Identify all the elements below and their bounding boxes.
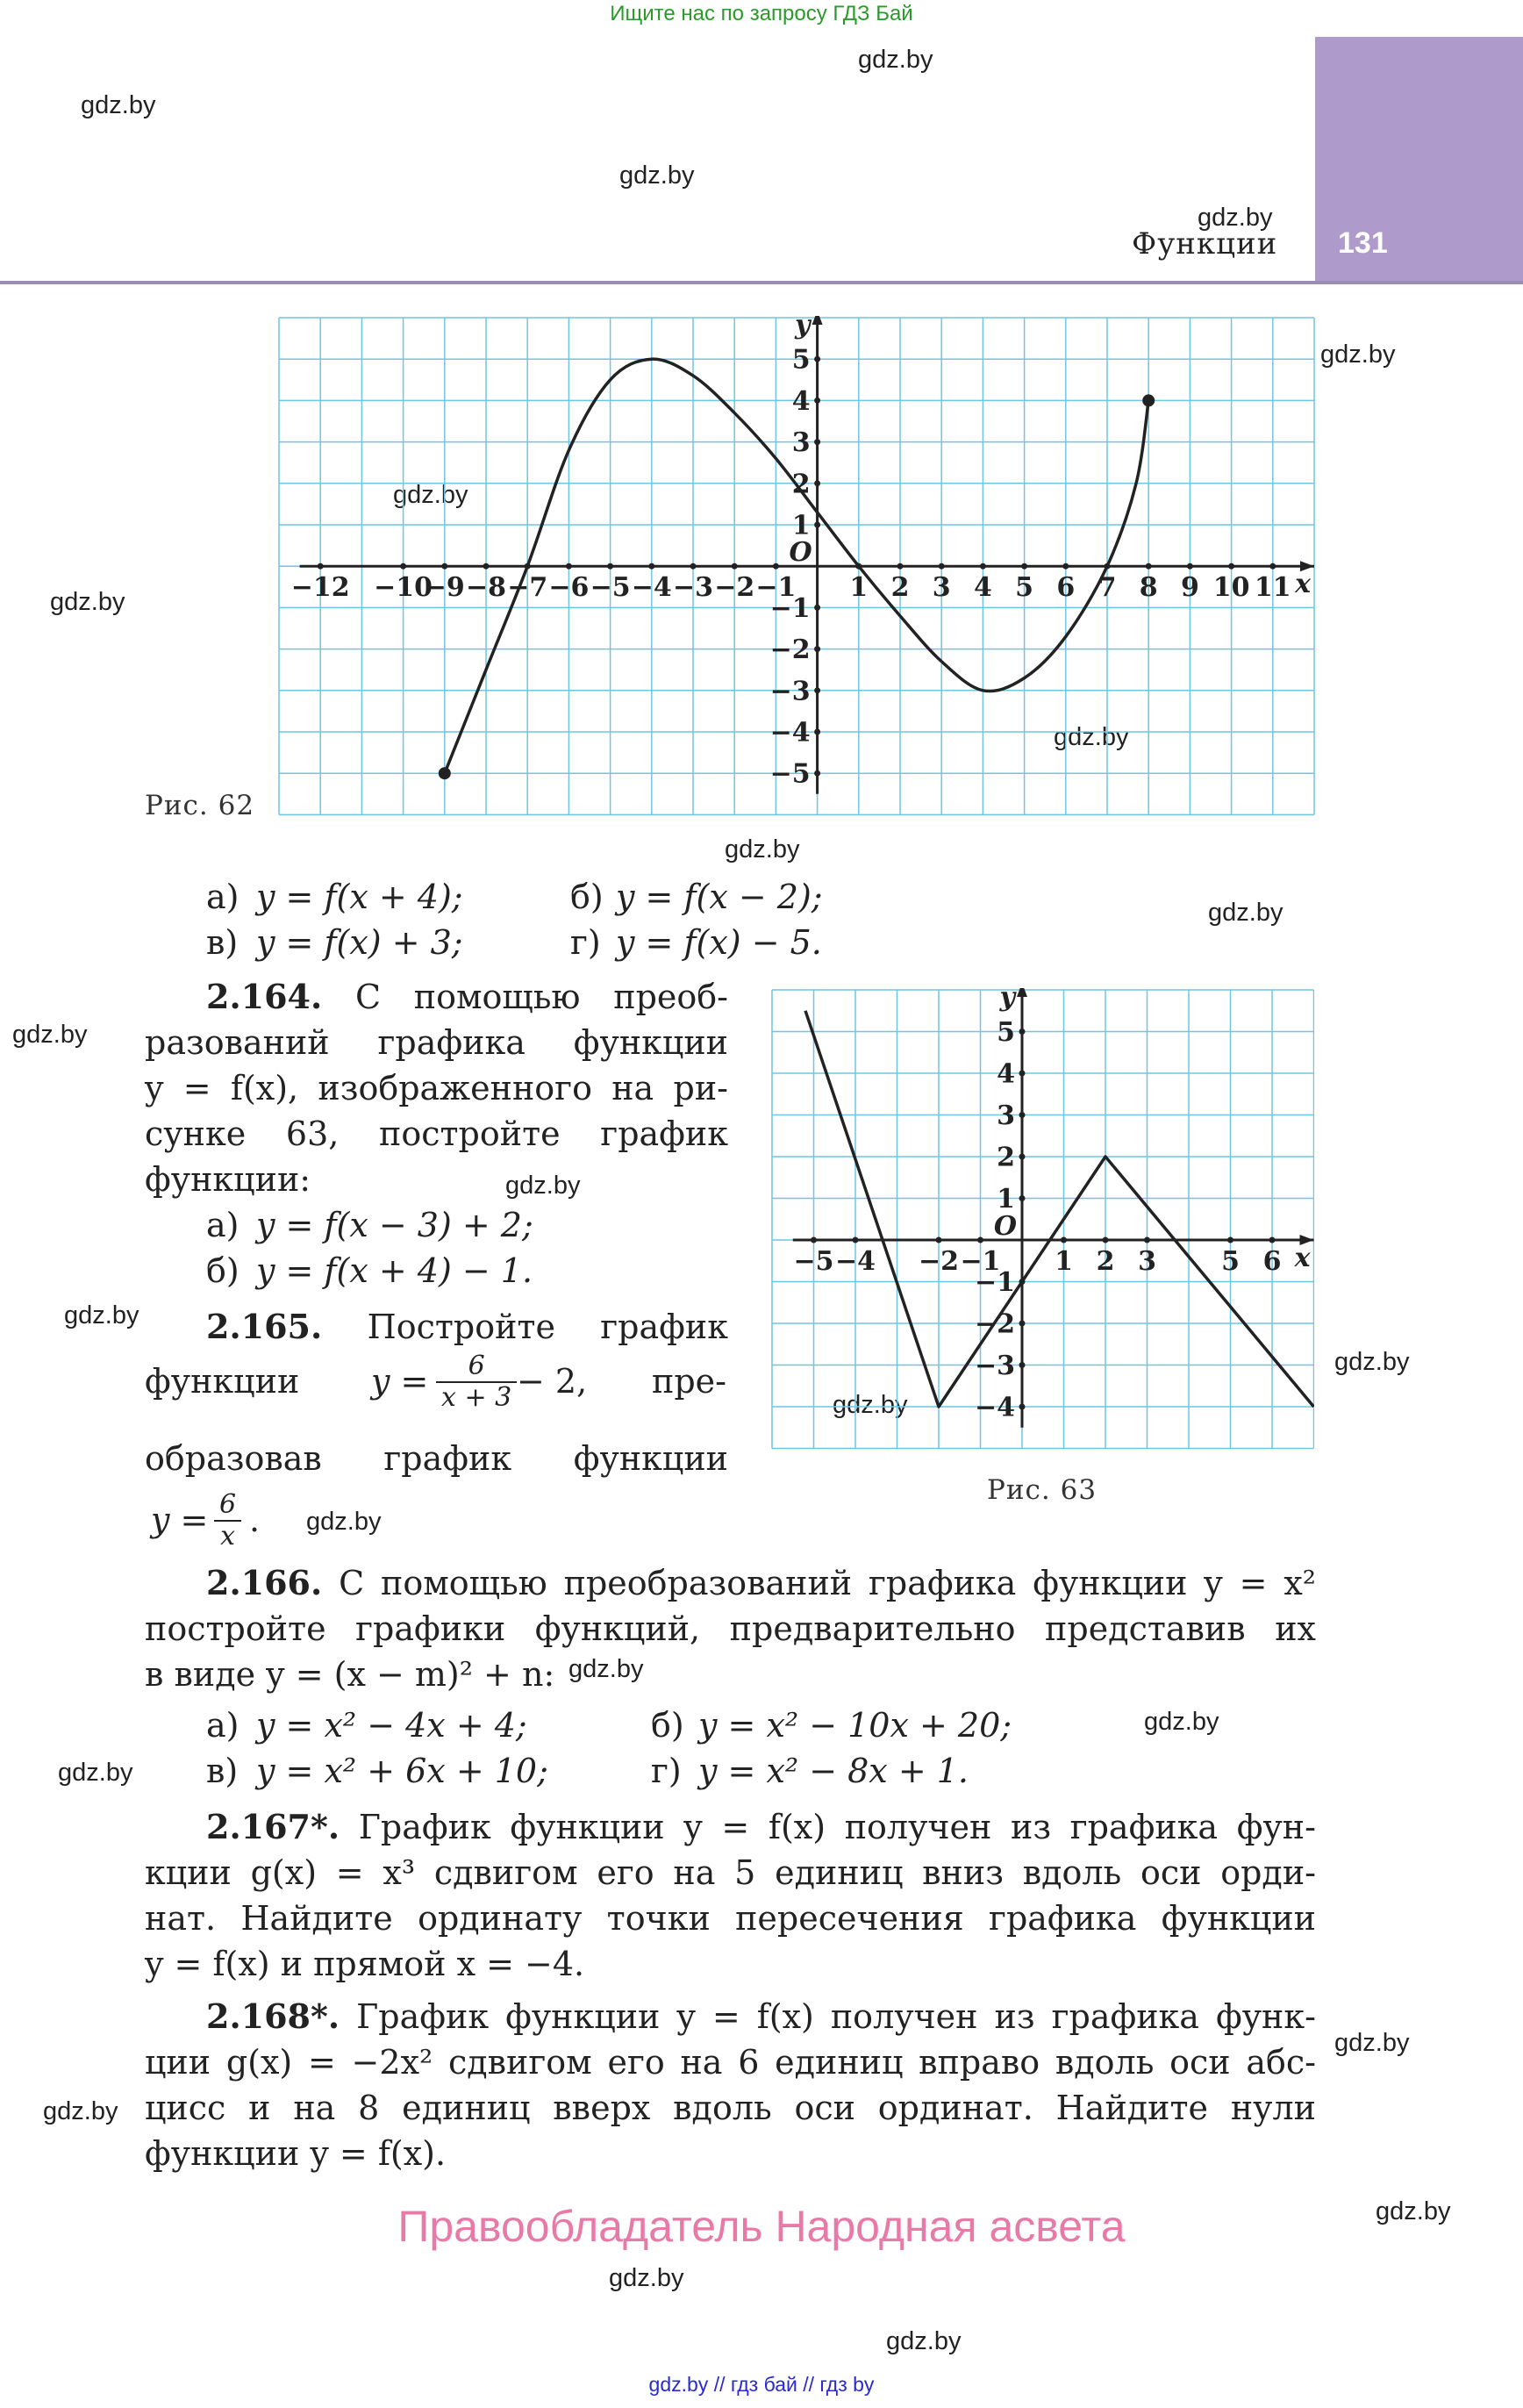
watermark: gdz.by: [858, 46, 933, 74]
option-g-label: г): [570, 923, 601, 962]
x-tick-dot: [897, 563, 904, 570]
watermark: gdz.by: [306, 1508, 382, 1536]
endpoint-dot: [439, 767, 451, 779]
y-tick-label: 1: [997, 1184, 1015, 1215]
watermark: gdz.by: [58, 1759, 133, 1787]
y-tick-dot: [1019, 1321, 1026, 1327]
task-166-line1: 2.166. С помощью преобразований графика функции y = x²: [206, 1563, 1316, 1602]
y-tick-label: 1: [791, 510, 811, 541]
x-tick-dot: [939, 563, 945, 570]
x-tick-label: −5: [590, 572, 631, 604]
watermark: gdz.by: [1320, 340, 1396, 369]
x-tick-label: −5: [793, 1246, 834, 1277]
y-tick-dot: [1019, 1028, 1026, 1035]
x-tick-dot: [1187, 563, 1193, 570]
y-tick-dot: [814, 480, 820, 486]
watermark: gdz.by: [12, 1021, 88, 1049]
function-curve: [805, 1011, 1314, 1407]
x-tick-label: 6: [1056, 572, 1076, 604]
x-tick-dot: [607, 563, 613, 570]
task-166-option-b: y = x² − 10x + 20;: [698, 1706, 1012, 1745]
task-166-line2: постройте графики функций, предварительно представив их: [145, 1609, 1316, 1648]
x-tick-label: −2: [918, 1246, 960, 1277]
watermark: gdz.by: [1334, 2029, 1410, 2057]
task-167-line4: y = f(x) и прямой x = −4.: [145, 1945, 585, 1983]
task-168-line1: 2.168*. График функции y = f(x) получен из графика функ-: [206, 1996, 1316, 2036]
task-164-line2: разований графика функции: [145, 1023, 728, 1062]
y-tick-label: −1: [769, 592, 811, 624]
x-tick-label: −9: [424, 572, 465, 604]
x-tick-label: −3: [672, 572, 714, 604]
x-tick-label: −7: [507, 572, 548, 604]
y-tick-label: −4: [974, 1392, 1015, 1423]
x-tick-label: 5: [1015, 572, 1034, 604]
y-tick-dot: [814, 398, 820, 404]
watermark: gdz.by: [725, 835, 800, 864]
y-tick-dot: [1019, 1154, 1026, 1160]
x-tick-dot: [1144, 1237, 1150, 1243]
x-tick-dot: [773, 563, 779, 570]
y-tick-label: −3: [769, 676, 811, 707]
watermark: gdz.by: [568, 1655, 644, 1683]
y-tick-label: 4: [791, 385, 811, 417]
x-axis-label: x: [1294, 1243, 1311, 1273]
x-tick-dot: [483, 563, 490, 570]
x-tick-label: −2: [714, 572, 755, 604]
x-tick-dot: [690, 563, 697, 570]
task-166-option-v-label: в): [206, 1752, 239, 1790]
watermark: gdz.by: [393, 481, 468, 509]
y-tick-label: 2: [791, 469, 811, 500]
task-167-line3: нат. Найдите ординату точки пересечения графика функции: [145, 1899, 1316, 1938]
fraction-6-over-x-plus-3: $\frac{6}{x + 3}$: [436, 1351, 517, 1413]
y-tick-dot: [1019, 1071, 1026, 1077]
figure-62-graph: [277, 316, 1316, 818]
task-166-option-g-label: г): [651, 1752, 682, 1790]
x-tick-label: 1: [1055, 1246, 1073, 1277]
task-164-line5: функции:: [145, 1160, 311, 1199]
task-165-line3: образовав график функции: [145, 1439, 728, 1478]
x-tick-label: 11: [1254, 572, 1291, 604]
figure-63-caption: Рис. 63: [987, 1474, 1098, 1506]
watermark: gdz.by: [43, 2097, 118, 2125]
option-b-formula: y = f(x − 2);: [616, 878, 823, 916]
x-tick-label: −4: [834, 1246, 876, 1277]
x-tick-dot: [977, 1237, 983, 1243]
watermark: gdz.by: [1208, 899, 1283, 927]
x-tick-label: 7: [1098, 572, 1117, 604]
y-tick-label: −5: [769, 758, 811, 790]
y-tick-dot: [1019, 1362, 1026, 1368]
x-tick-label: 10: [1212, 572, 1250, 604]
watermark: gdz.by: [505, 1172, 581, 1200]
x-tick-dot: [811, 1237, 817, 1243]
watermark: gdz.by: [81, 91, 156, 119]
task-167-line2: кции g(x) = x³ сдвигом его на 5 единиц вниз вдоль оси орди-: [145, 1853, 1316, 1892]
watermark: gdz.by: [1376, 2197, 1451, 2225]
watermark: gdz.by: [1144, 1708, 1219, 1736]
y-tick-label: −3: [974, 1351, 1015, 1381]
task-166-option-v: y = x² + 6x + 10;: [256, 1752, 548, 1790]
origin-label: O: [789, 537, 812, 569]
copyright-notice: Правообладатель Народная асвета: [397, 2202, 1126, 2251]
fraction-6-over-x: $\frac{6}{x}$: [214, 1490, 241, 1552]
endpoint-dot: [1142, 394, 1155, 406]
x-tick-label: −6: [548, 572, 590, 604]
y-tick-dot: [1019, 1404, 1026, 1410]
option-v-formula: y = f(x) + 3;: [256, 923, 463, 962]
x-tick-dot: [980, 563, 986, 570]
y-tick-label: 4: [997, 1058, 1015, 1090]
task-164-option-b: y = f(x + 4) − 1.: [256, 1251, 533, 1290]
x-tick-dot: [1021, 563, 1027, 570]
x-tick-label: −4: [631, 572, 672, 604]
task-168-line3: цисс и на 8 единиц вверх вдоль оси ординат. Найдите нули: [145, 2089, 1316, 2127]
task-164-line3: y = f(x), изображенного на ри-: [145, 1069, 728, 1107]
watermark: gdz.by: [50, 588, 125, 616]
y-tick-dot: [1019, 1112, 1026, 1118]
task-165-line1: 2.165. Постройте график: [206, 1307, 728, 1346]
y-tick-label: −4: [769, 717, 811, 749]
option-a-formula: y = f(x + 4);: [256, 878, 463, 916]
x-tick-label: 6: [1262, 1246, 1282, 1277]
y-tick-label: −2: [974, 1308, 1015, 1340]
y-axis-label: y: [999, 988, 1015, 1013]
option-v-label: в): [206, 923, 239, 962]
y-axis-label: y: [795, 316, 811, 340]
x-tick-dot: [1269, 1237, 1276, 1243]
x-tick-dot: [936, 1237, 942, 1243]
y-tick-dot: [814, 605, 820, 611]
option-b-label: б): [570, 878, 604, 916]
y-tick-label: 5: [791, 344, 811, 376]
figure-62-caption: Рис. 62: [145, 790, 255, 821]
y-tick-label: −2: [769, 634, 811, 666]
top-banner[interactable]: Ищите нас по запросу ГДЗ Бай: [610, 2, 913, 25]
x-tick-label: 9: [1180, 572, 1199, 604]
bottom-links[interactable]: gdz.by // гдз бай // гдз by: [648, 2373, 875, 2396]
x-tick-dot: [1228, 563, 1234, 570]
y-tick-label: 5: [997, 1017, 1015, 1048]
x-tick-label: 1: [849, 572, 869, 604]
y-tick-label: 2: [997, 1142, 1015, 1173]
y-tick-dot: [814, 770, 820, 777]
x-tick-label: 2: [1096, 1246, 1115, 1277]
x-tick-dot: [1146, 563, 1152, 570]
x-tick-label: 3: [932, 572, 951, 604]
task-164-option-a: y = f(x − 3) + 2;: [256, 1206, 533, 1244]
task-165-line4: y = $\frac{6}{x}$ .: [151, 1489, 261, 1552]
y-tick-dot: [814, 687, 820, 693]
watermark: gdz.by: [1054, 723, 1129, 751]
x-tick-dot: [648, 563, 654, 570]
y-tick-dot: [814, 729, 820, 735]
y-tick-label: 3: [791, 427, 811, 459]
task-164-line1: 2.164. С помощью преоб-: [206, 977, 728, 1016]
x-tick-label: −1: [960, 1246, 1001, 1277]
x-tick-label: 8: [1139, 572, 1158, 604]
task-167-line1: 2.167*. График функции y = f(x) получен из графика фун-: [206, 1807, 1316, 1846]
task-164-option-a-label: а): [206, 1206, 240, 1244]
task-166-option-g: y = x² − 8x + 1.: [698, 1752, 969, 1790]
x-tick-dot: [566, 563, 572, 570]
x-tick-dot: [318, 563, 324, 570]
watermark: gdz.by: [64, 1301, 139, 1329]
y-tick-label: 3: [997, 1100, 1015, 1131]
task-166-line3: в виде y = (x − m)² + n:: [145, 1655, 555, 1694]
watermark: gdz.by: [886, 2327, 962, 2355]
watermark: gdz.by: [609, 2264, 684, 2292]
section-title: Функции: [1132, 226, 1278, 262]
y-tick-dot: [1019, 1195, 1026, 1201]
x-tick-dot: [853, 1237, 859, 1243]
y-tick-label: −1: [974, 1267, 1015, 1298]
x-tick-dot: [1269, 563, 1276, 570]
x-tick-label: −8: [465, 572, 507, 604]
x-tick-label: 3: [1138, 1246, 1156, 1277]
grid: [772, 990, 1314, 1449]
x-tick-dot: [1062, 563, 1069, 570]
watermark: gdz.by: [619, 161, 695, 190]
watermark: gdz.by: [1198, 204, 1273, 232]
x-tick-dot: [1061, 1237, 1067, 1243]
x-tick-label: −10: [374, 572, 433, 604]
x-tick-label: 2: [890, 572, 910, 604]
x-tick-dot: [400, 563, 406, 570]
y-tick-dot: [814, 646, 820, 652]
x-tick-dot: [441, 563, 447, 570]
y-tick-dot: [814, 522, 820, 528]
x-tick-label: 5: [1221, 1246, 1240, 1277]
task-165-line2: функции y = $\frac{6}{x + 3}$ − 2, пре-: [145, 1351, 726, 1413]
option-a-label: а): [206, 878, 240, 916]
task-166-option-b-label: б): [651, 1706, 684, 1745]
watermark: gdz.by: [1334, 1348, 1410, 1376]
x-tick-label: −12: [290, 572, 350, 604]
task-166-option-a-label: а): [206, 1706, 240, 1745]
x-tick-dot: [1227, 1237, 1233, 1243]
origin-label: O: [993, 1211, 1017, 1242]
task-168-line2: ции g(x) = −2x² сдвигом его на 6 единиц вправо вдоль оси абс-: [145, 2043, 1316, 2082]
task-164-option-b-label: б): [206, 1251, 240, 1290]
option-g-formula: y = f(x) − 5.: [616, 923, 822, 962]
task-166-option-a: y = x² − 4x + 4;: [256, 1706, 527, 1745]
x-tick-label: 4: [973, 572, 992, 604]
x-tick-dot: [1103, 1237, 1109, 1243]
watermark: gdz.by: [833, 1391, 908, 1419]
task-164-line4: сунке 63, постройте график: [145, 1114, 728, 1153]
figure-63-graph: [770, 988, 1314, 1451]
x-tick-dot: [732, 563, 738, 570]
y-tick-dot: [814, 356, 820, 362]
task-168-line4: функции y = f(x).: [145, 2134, 447, 2173]
x-tick-label: −1: [755, 572, 797, 604]
x-axis-label: x: [1295, 569, 1311, 600]
y-tick-dot: [814, 439, 820, 445]
header-rule: [0, 281, 1523, 284]
page-number: 131: [1338, 226, 1388, 260]
